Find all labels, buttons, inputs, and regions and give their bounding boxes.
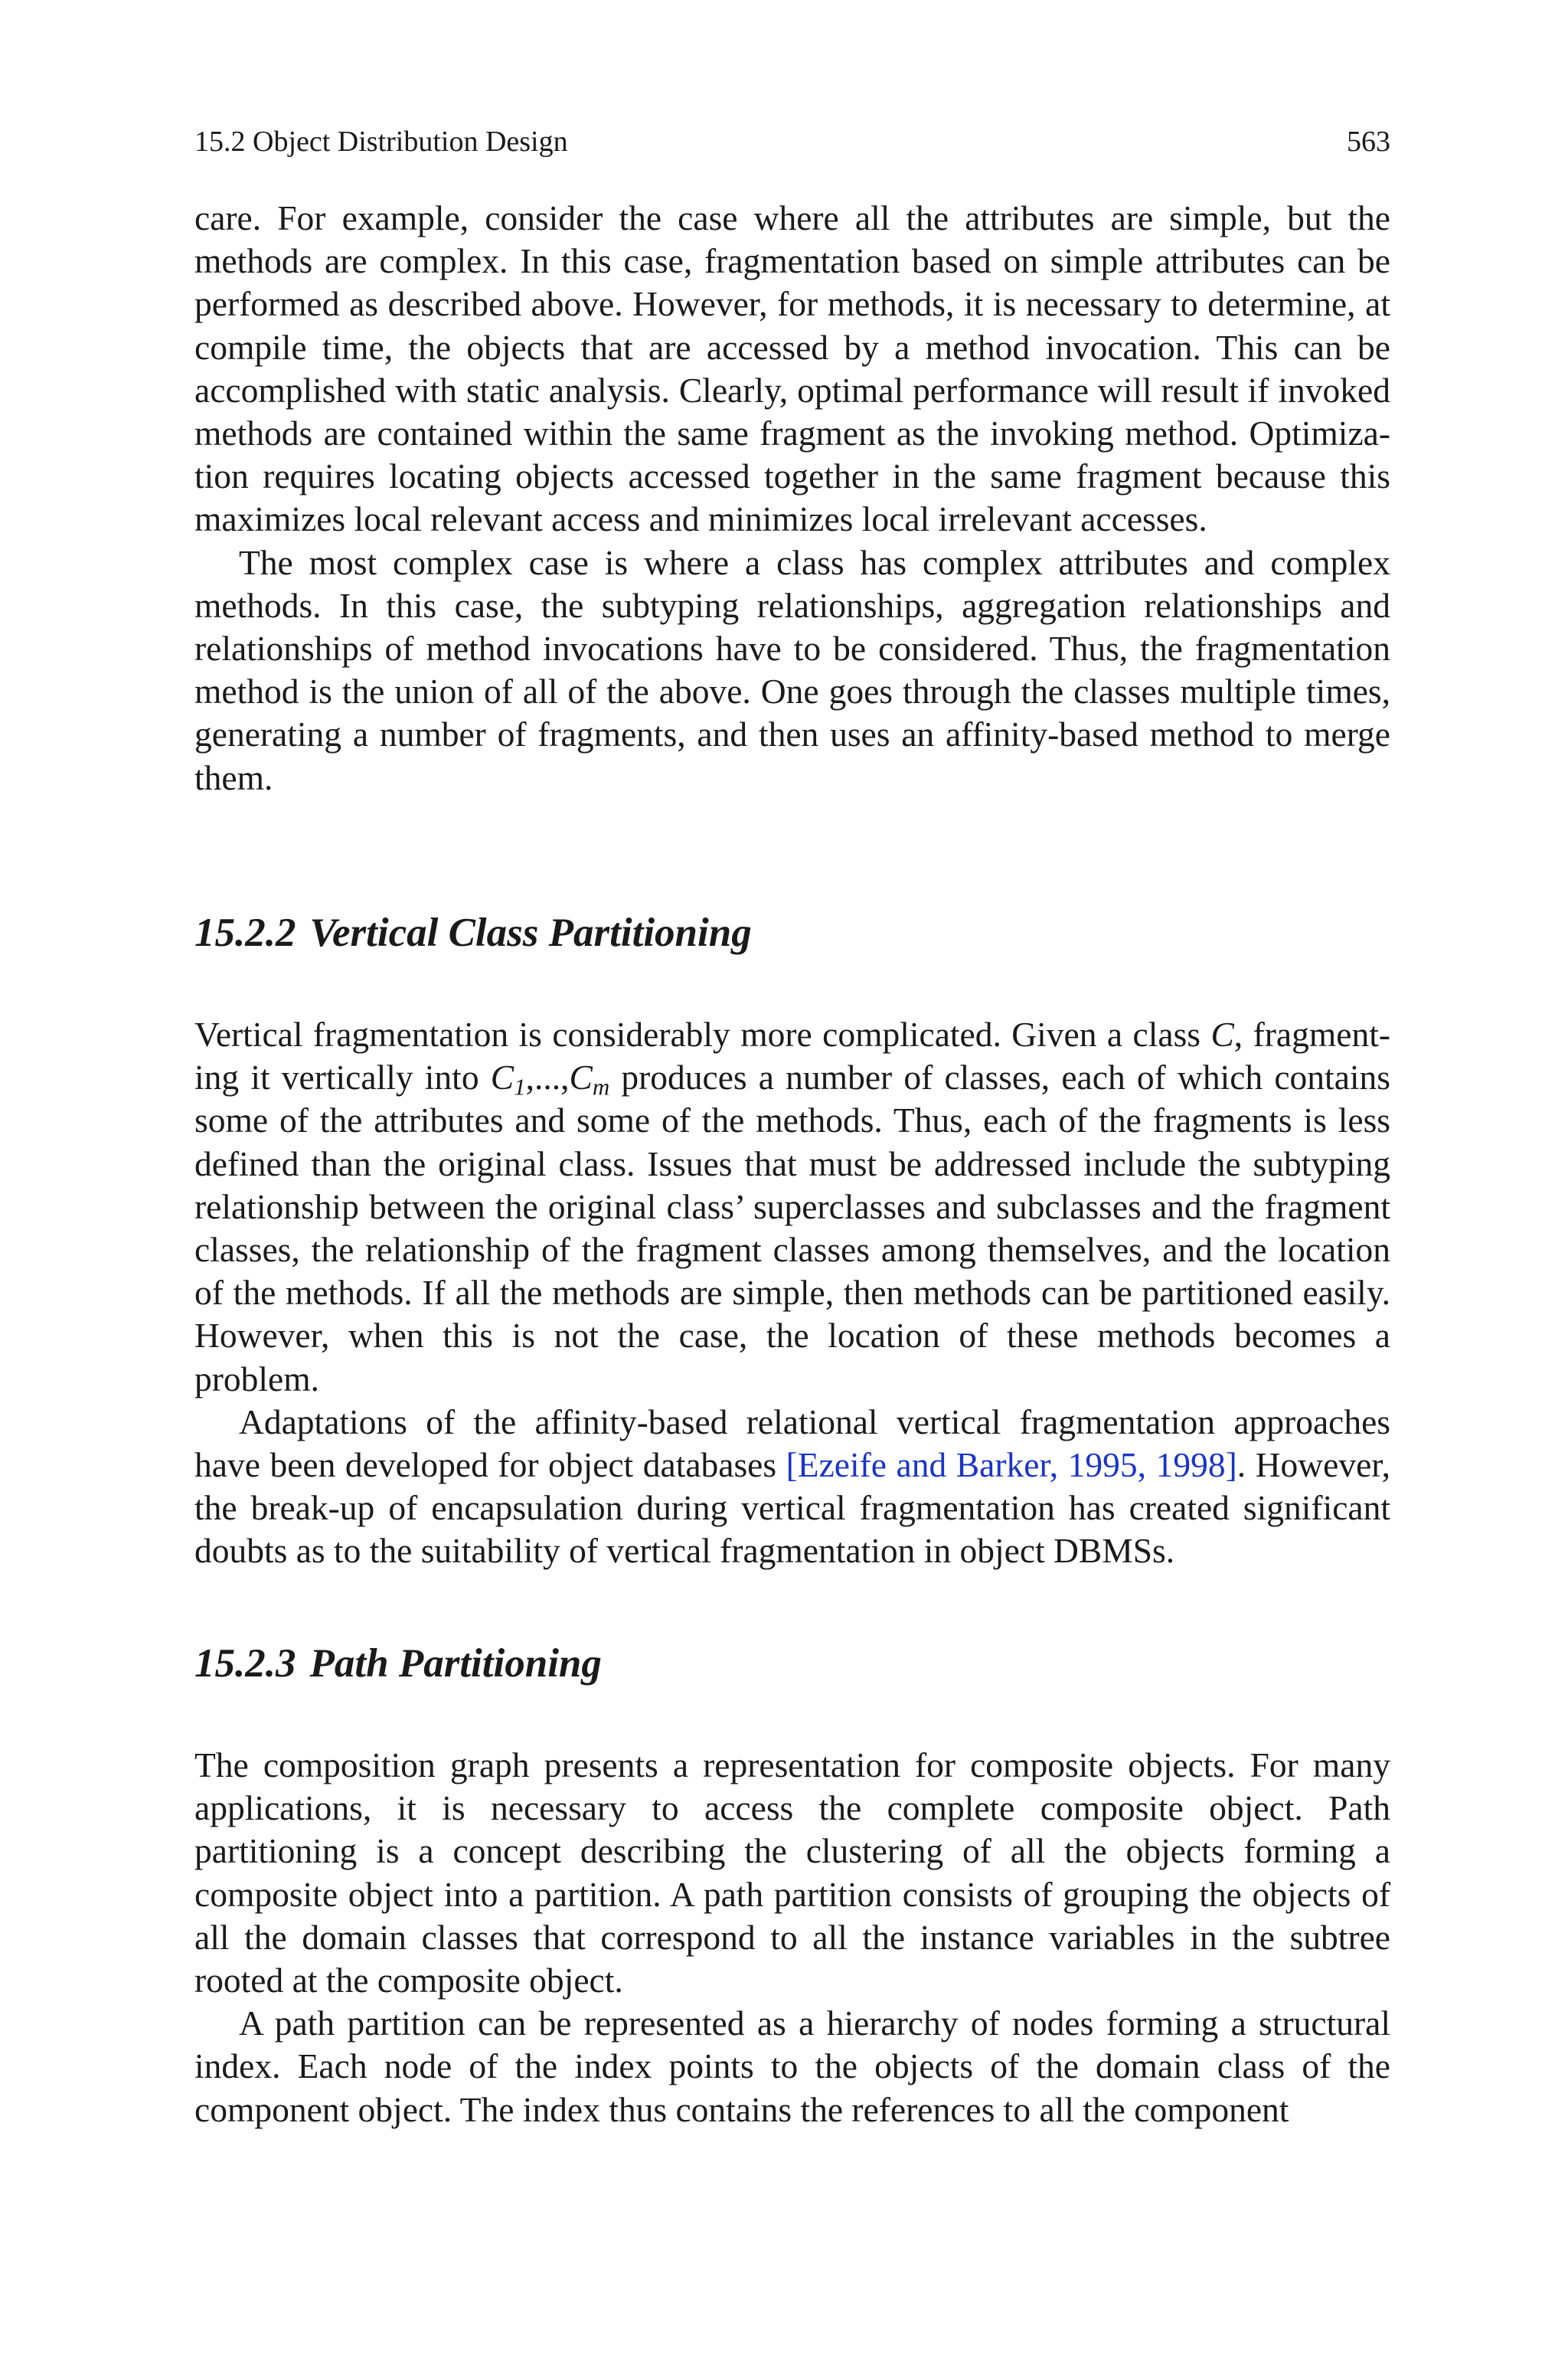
section-heading-path-partitioning <box>194 1639 602 1688</box>
math-expression: $C_1,...,C_m$ <box>490 1058 610 1101</box>
path-paragraph-1: The composition graph presents a representation for composite objects. For many applications, it is necessary to access the complete composite object. Path partitioning is a concept describing the clustering of all the objects forming a composite object into a partition. A path partition consists of grouping the objects of all the domain classes that correspond to all the instance variables in the subtree rooted at the composite object. <box>194 1745 1390 2000</box>
intro-paragraph-1: care. For example, consider the case where all the attributes are simple, but the methods are complex. In this case, fragmentation based on simple attributes can be performed as described above. However, for methods, it is necessary to determine, at compile time, the objects that are accessed by a method invocation. This can be accomplished with static analysis. Clearly, optimal performance will result if invoked methods are contained within the same fragment as the invoking method. Optimization requires locating objects accessed together in the same fragment because this maximizes local relevant access and minimizes local irrelevant accesses. <box>194 198 1390 539</box>
section-heading-vertical-partitioning <box>194 908 752 957</box>
section-title: Path Partitioning <box>309 1641 602 1686</box>
path-paragraph-2: A path partition can be represented as a hierarchy of nodes forming a structural index. Each node of the index points to the objects of the domain class of the component object. The index thus contains the references to all the component <box>194 2003 1390 2129</box>
citation-link[interactable]: [Ezeife and Barker, 1995, 1998] <box>786 1445 1237 1485</box>
intro-paragraph-2: The most complex case is where a class has complex attributes and complex methods. In this case, the subtyping relationships, aggregation relationships and relationships of method invocations have to be considered. Thus, the fragmentation method is the union of all of the above. One goes through the classes multiple times, generating a number of fragments, and then uses an affinity-based method to merge them. <box>194 542 1390 797</box>
intro-text <box>194 197 1390 800</box>
vertical-paragraph-2: Adaptations of the affinity-based relational vertical fragmentation approaches have been developed for object databases [Ezeife and Barker, 1995, 1998]. However, the break-up of encapsulation during vertical fragmentation has created significant doubts as to the suitability of vertical fragmentation in object DBMSs. <box>194 1402 1391 1571</box>
section-number: 15.2.2 <box>194 911 296 955</box>
path-partitioning-text <box>194 1744 1390 2131</box>
section-number: 15.2.3 <box>194 1641 296 1686</box>
math-variable: C <box>1210 1015 1234 1054</box>
header-section-reference: 15.2 Object Distribution Design <box>194 126 568 158</box>
page-number: 563 <box>1347 126 1390 158</box>
running-header <box>194 123 1390 161</box>
vertical-paragraph-1: Vertical fragmentation is considerably more complicated. Given a class C, fragmenting it vertically into $C_1,...,C_m$ produces a number of classes, each of which contains some of the attributes and some of the methods. Thus, each of the fragments is less defined than the original class. Issues that must be addressed include the subtyping relationship between the original class’ superclasses and subclasses and the fragment classes, the relationship of the fragment classes among themselves, and the location of the methods. If all the methods are simple, then methods can be partitioned easily. However, when this is not the case, the location of these methods becomes a problem. <box>194 1015 1390 1398</box>
vertical-partitioning-text <box>194 1013 1390 1573</box>
section-title: Vertical Class Partitioning <box>309 911 752 955</box>
